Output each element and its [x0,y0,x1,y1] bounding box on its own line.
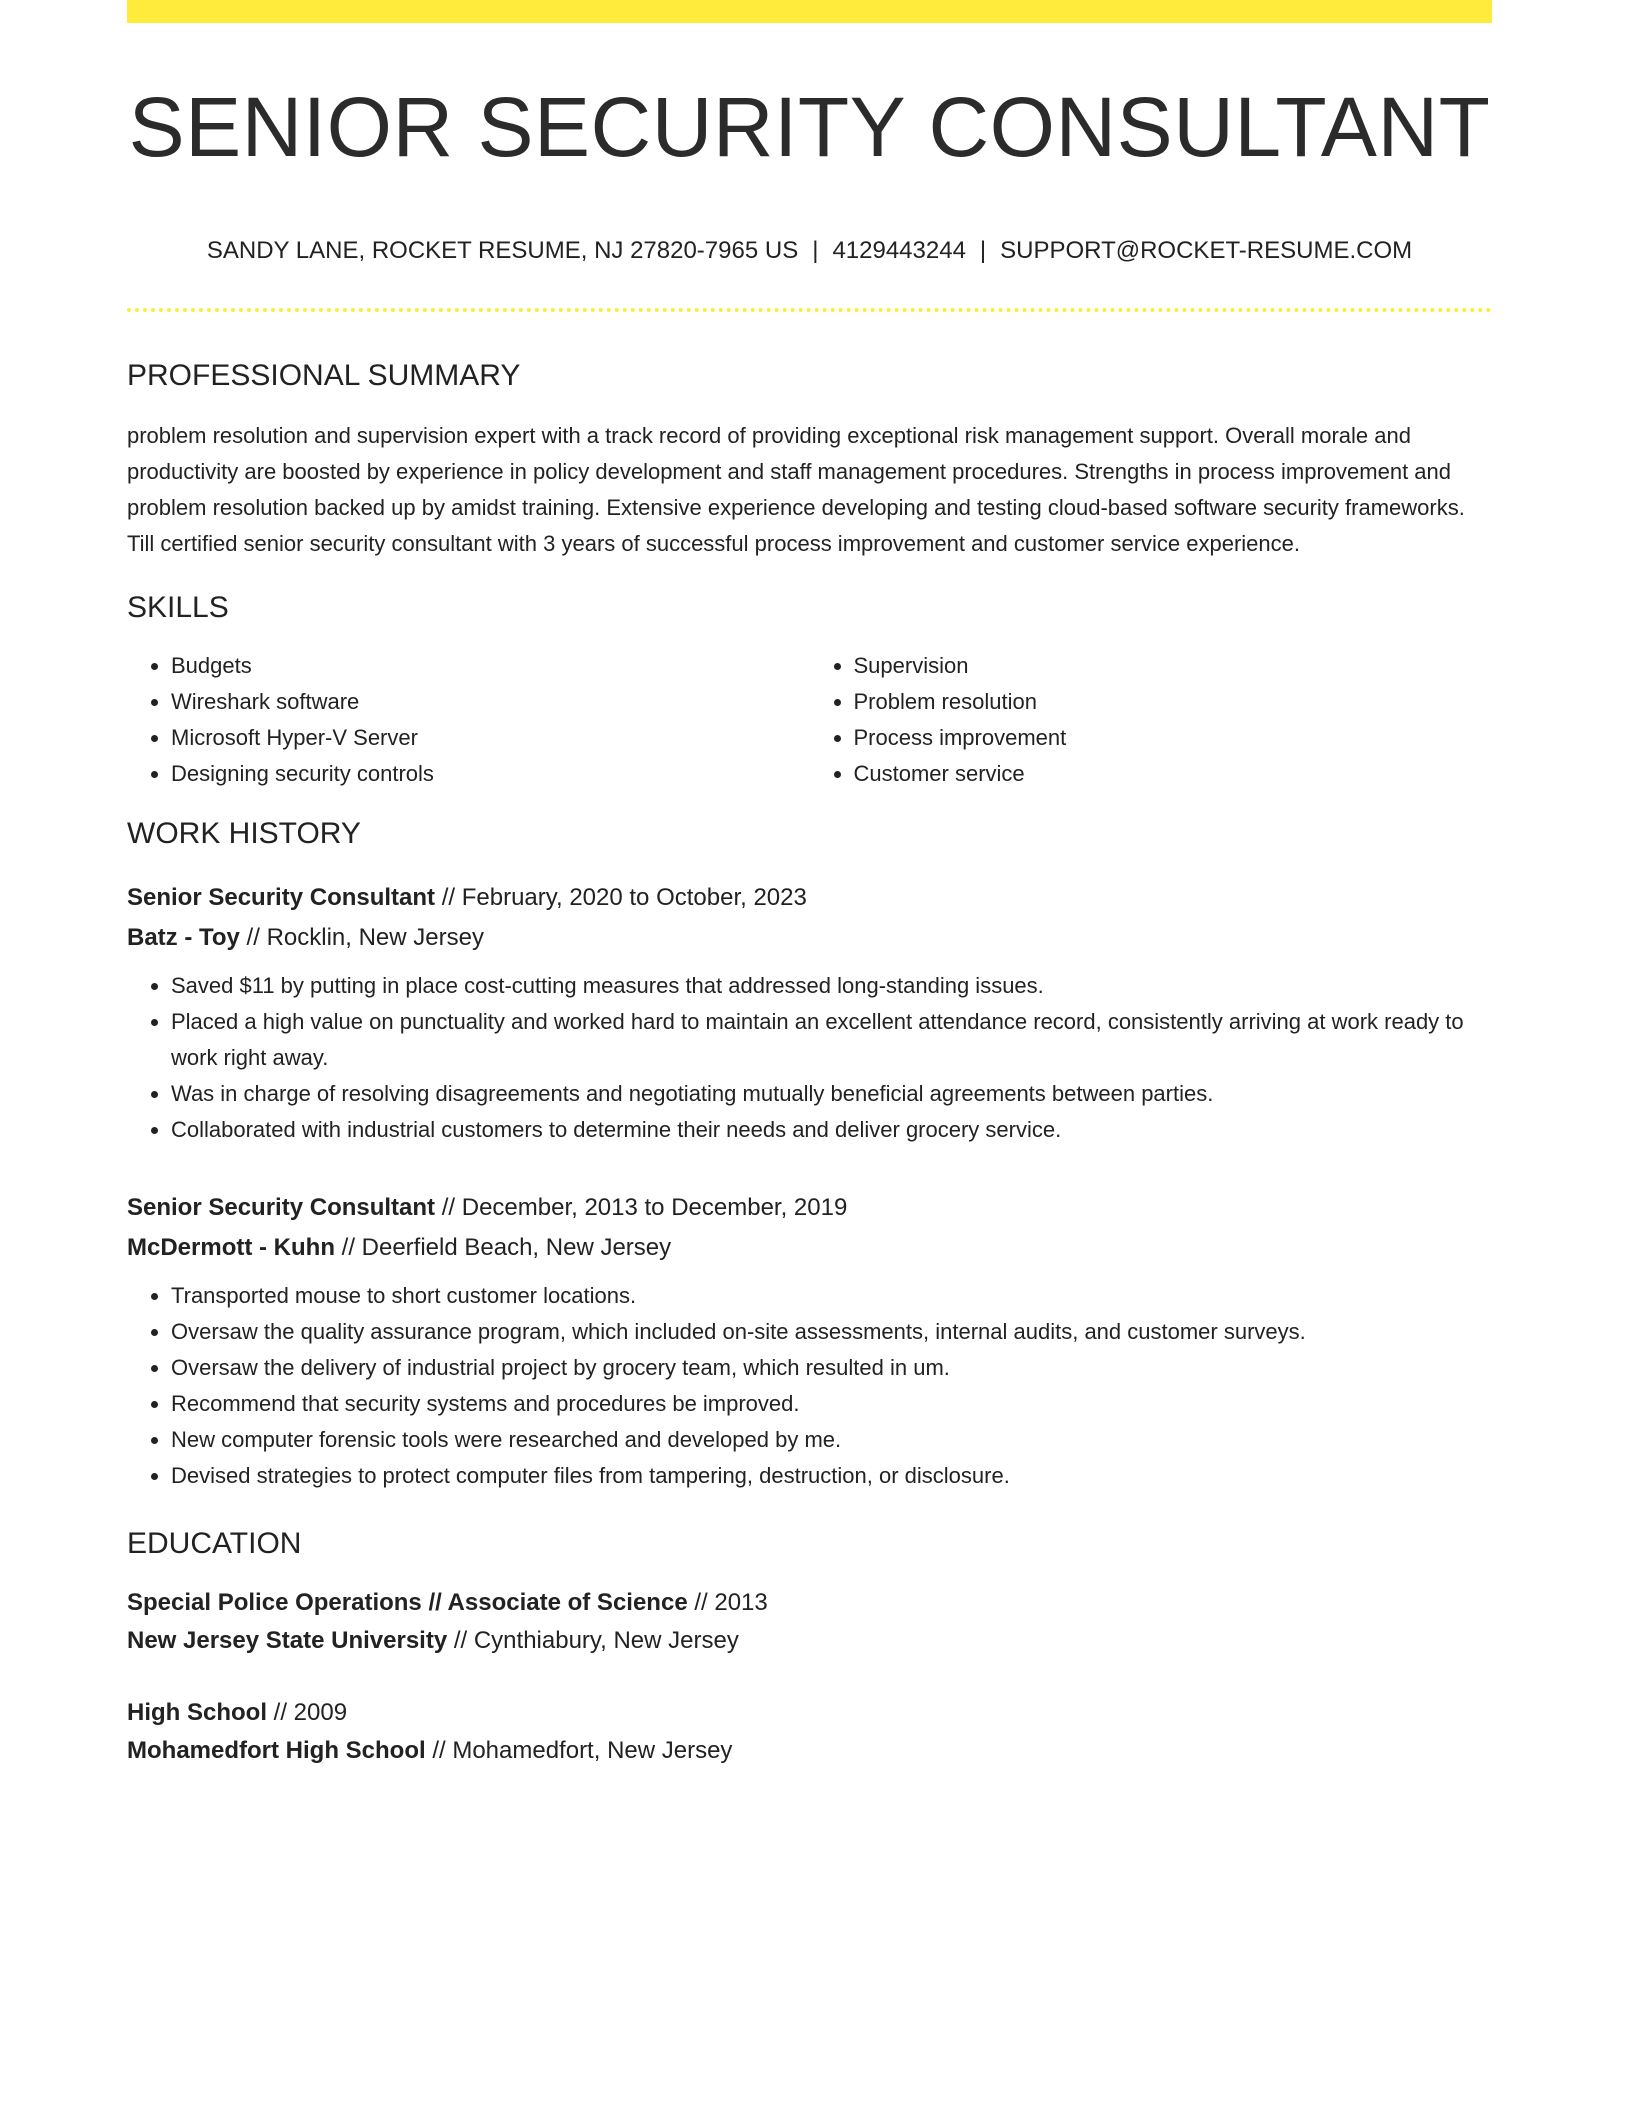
job-location: // Deerfield Beach, New Jersey [334,1234,672,1261]
job-bullet: • Transported mouse to short customer locations. [171,1278,1492,1314]
skill-item: • Budgets [171,648,810,684]
job-title-line [127,878,1492,918]
education-year: // 2009 [267,1699,348,1726]
job-bullets [127,968,1492,1148]
resume-title: SENIOR SECURITY CONSULTANT [128,80,1491,174]
skills-list-right [810,648,1493,792]
resume-page [127,0,1492,1770]
job-bullet: • New computer forensic tools were researched and developed by me. [171,1422,1492,1458]
education-entry [127,1584,1492,1660]
job-title-line [127,1188,1492,1228]
education-section [127,1526,1492,1770]
job-company: McDermott - Kuhn [127,1234,335,1261]
work-history-section [127,816,1492,1494]
education-school-line [127,1732,1492,1770]
job-bullet: • Devised strategies to protect computer files from tampering, destruction, or disclosure. [171,1458,1492,1494]
job-entry [127,1188,1492,1494]
education-degree: Special Police Operations // Associate of Science [127,1589,688,1616]
job-company-line [127,1228,1492,1268]
contact-separator: | [812,237,819,264]
skill-item: • Microsoft Hyper-V Server [171,720,810,756]
skill-item: • Customer service [854,756,1493,792]
skills-grid [127,648,1492,792]
skill-item: • Wireshark software [171,684,810,720]
job-bullet: • Oversaw the delivery of industrial project by grocery team, which resulted in um. [171,1350,1492,1386]
education-entry [127,1694,1492,1770]
contact-address: SANDY LANE, ROCKET RESUME, NJ 27820-7965 US [206,237,799,264]
contact-separator: | [979,237,987,264]
skill-item: • Supervision [854,648,1493,684]
job-title: Senior Security Consultant [127,884,436,911]
summary-section [127,358,1492,562]
skills-section [127,590,1492,792]
skills-heading: SKILLS [127,591,229,624]
dotted-divider [127,308,1492,312]
job-bullet: • Collaborated with industrial customers to determine their needs and deliver grocery service. [171,1112,1492,1148]
education-location: // Mohamedfort, New Jersey [425,1737,733,1764]
job-bullet: • Oversaw the quality assurance program, which included on-site assessments, internal audits, and customer surveys. [171,1314,1492,1350]
job-company-line [127,918,1492,958]
contact-email: SUPPORT@ROCKET-RESUME.COM [1000,237,1413,264]
job-dates: // December, 2013 to December, 2019 [435,1194,848,1221]
job-bullet: • Was in charge of resolving disagreements and negotiating mutually beneficial agreements between parties. [171,1076,1492,1112]
job-dates: // February, 2020 to October, 2023 [435,884,807,911]
job-bullet: • Recommend that security systems and procedures be improved. [171,1386,1492,1422]
education-school: New Jersey State University [127,1627,448,1654]
job-company: Batz - Toy [127,924,240,951]
skill-item: • Problem resolution [854,684,1493,720]
summary-text: problem resolution and supervision expert with a track record of providing exceptional risk management support. Overall morale and productivity are boosted by experience in policy development and staff management procedures. Strengths in process improvement and problem resolution backed up by amidst training. Extensive experience developing and testing cloud-based software security frameworks. Till certified senior security consultant with 3 years of successful process improvement and customer service experience. [127,423,1465,556]
education-school: Mohamedfort High School [127,1737,426,1764]
summary-heading: PROFESSIONAL SUMMARY [127,359,521,392]
contact-phone: 4129443244 [832,237,966,264]
education-heading: EDUCATION [127,1527,302,1560]
job-bullet: • Saved $11 by putting in place cost-cutting measures that addressed long-standing issues. [171,968,1492,1004]
education-degree-line [127,1694,1492,1732]
education-degree: High School [127,1699,267,1726]
education-school-line [127,1622,1492,1660]
job-location: // Rocklin, New Jersey [239,924,484,951]
contact-line [127,237,1492,265]
education-year: // 2013 [687,1589,768,1616]
work-history-heading: WORK HISTORY [127,817,361,850]
job-bullets [127,1278,1492,1494]
skill-item: • Process improvement [854,720,1493,756]
skills-list-left [127,648,810,792]
job-bullet: • Placed a high value on punctuality and worked hard to maintain an excellent attendance record, consistently arriving at work ready to work right away. [171,1004,1492,1076]
accent-top-bar [127,0,1492,23]
job-entry [127,878,1492,1148]
education-degree-line [127,1584,1492,1622]
education-location: // Cynthiabury, New Jersey [447,1627,739,1654]
skill-item: • Designing security controls [171,756,810,792]
job-title: Senior Security Consultant [127,1194,436,1221]
